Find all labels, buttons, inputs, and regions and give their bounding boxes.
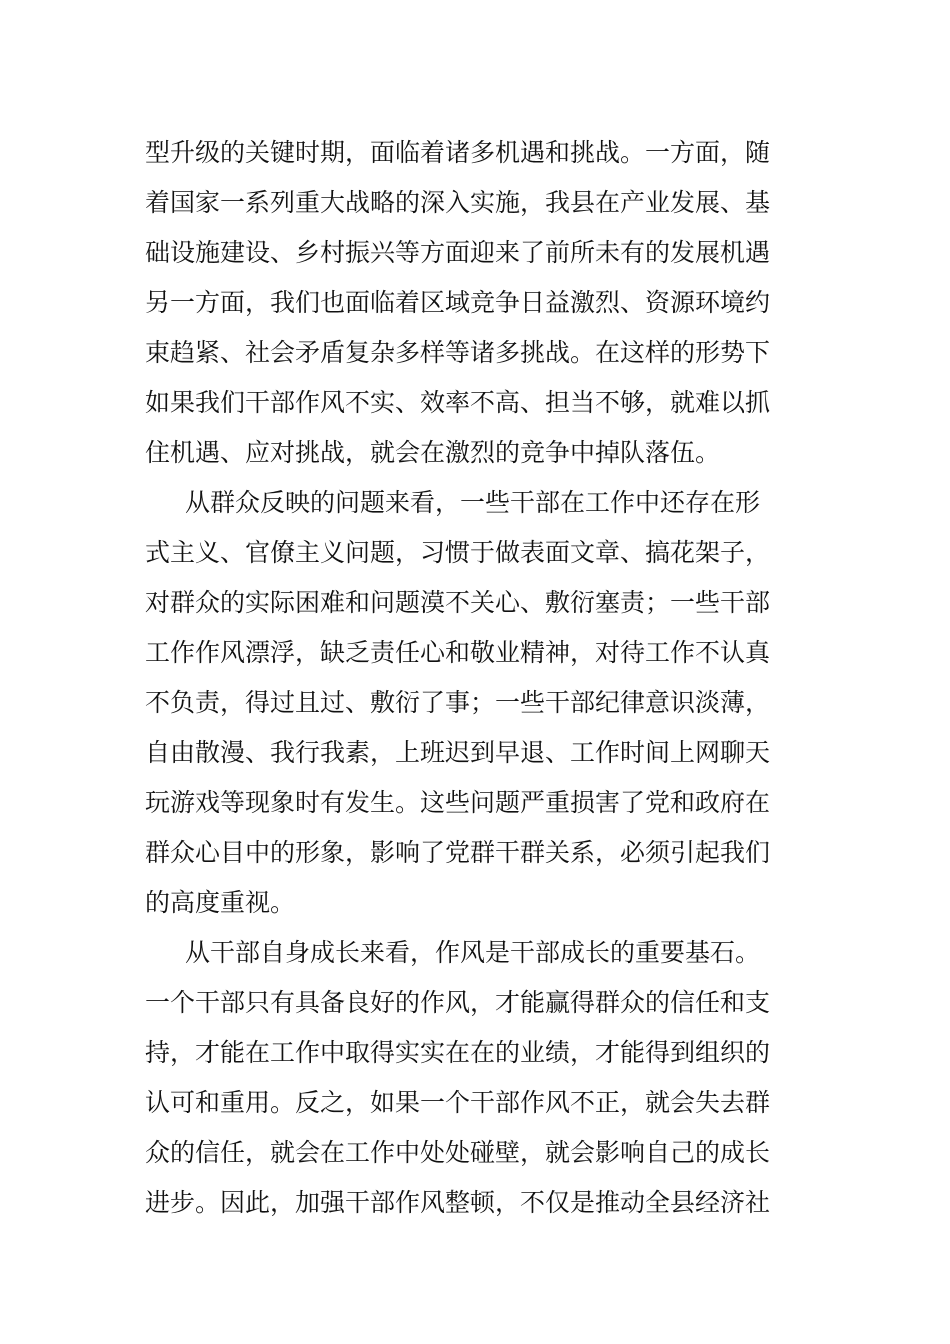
text-line: 玩游戏等现象时有发生。这些问题严重损害了党和政府在 bbox=[145, 788, 771, 817]
text-line: 另一方面，我们也面临着区域竞争日益激烈、资源环境约 bbox=[145, 288, 771, 317]
text-line: 础设施建设、乡村振兴等方面迎来了前所未有的发展机遇 bbox=[145, 238, 771, 267]
text-line: 持，才能在工作中取得实实在在的业绩，才能得到组织的 bbox=[145, 1038, 771, 1067]
text-line: 对群众的实际困难和问题漠不关心、敷衍塞责；一些干部 bbox=[145, 588, 771, 617]
text-line: 进步。因此，加强干部作风整顿，不仅是推动全县经济社 bbox=[145, 1188, 771, 1217]
text-line: 住机遇、应对挑战，就会在激烈的竞争中掉队落伍。 bbox=[145, 438, 721, 467]
text-line: 不负责，得过且过、敷衍了事；一些干部纪律意识淡薄， bbox=[145, 688, 771, 717]
body-text bbox=[145, 128, 807, 1228]
text-line: 群众心目中的形象，影响了党群干群关系，必须引起我们 bbox=[145, 838, 771, 867]
text-line: 工作作风漂浮，缺乏责任心和敬业精神，对待工作不认真 bbox=[145, 638, 771, 667]
paragraph-first-line: 从群众反映的问题来看，一些干部在工作中还存在形 bbox=[185, 488, 761, 517]
text-line: 式主义、官僚主义问题，习惯于做表面文章、搞花架子， bbox=[145, 538, 771, 567]
text-line: 众的信任，就会在工作中处处碰壁，就会影响自己的成长 bbox=[145, 1138, 771, 1167]
text-line: 着国家一系列重大战略的深入实施，我县在产业发展、基 bbox=[145, 188, 771, 217]
text-line: 型升级的关键时期，面临着诸多机遇和挑战。一方面，随 bbox=[145, 138, 771, 167]
paragraph-first-line: 从干部自身成长来看，作风是干部成长的重要基石。 bbox=[185, 938, 761, 967]
text-line: 自由散漫、我行我素，上班迟到早退、工作时间上网聊天 bbox=[145, 738, 771, 767]
text-line: 认可和重用。反之，如果一个干部作风不正，就会失去群 bbox=[145, 1088, 771, 1117]
text-line: 一个干部只有具备良好的作风，才能赢得群众的信任和支 bbox=[145, 988, 771, 1017]
text-line: 束趋紧、社会矛盾复杂多样等诸多挑战。在这样的形势下 bbox=[145, 338, 771, 367]
text-line: 如果我们干部作风不实、效率不高、担当不够，就难以抓 bbox=[145, 388, 771, 417]
text-line: 的高度重视。 bbox=[145, 888, 296, 917]
